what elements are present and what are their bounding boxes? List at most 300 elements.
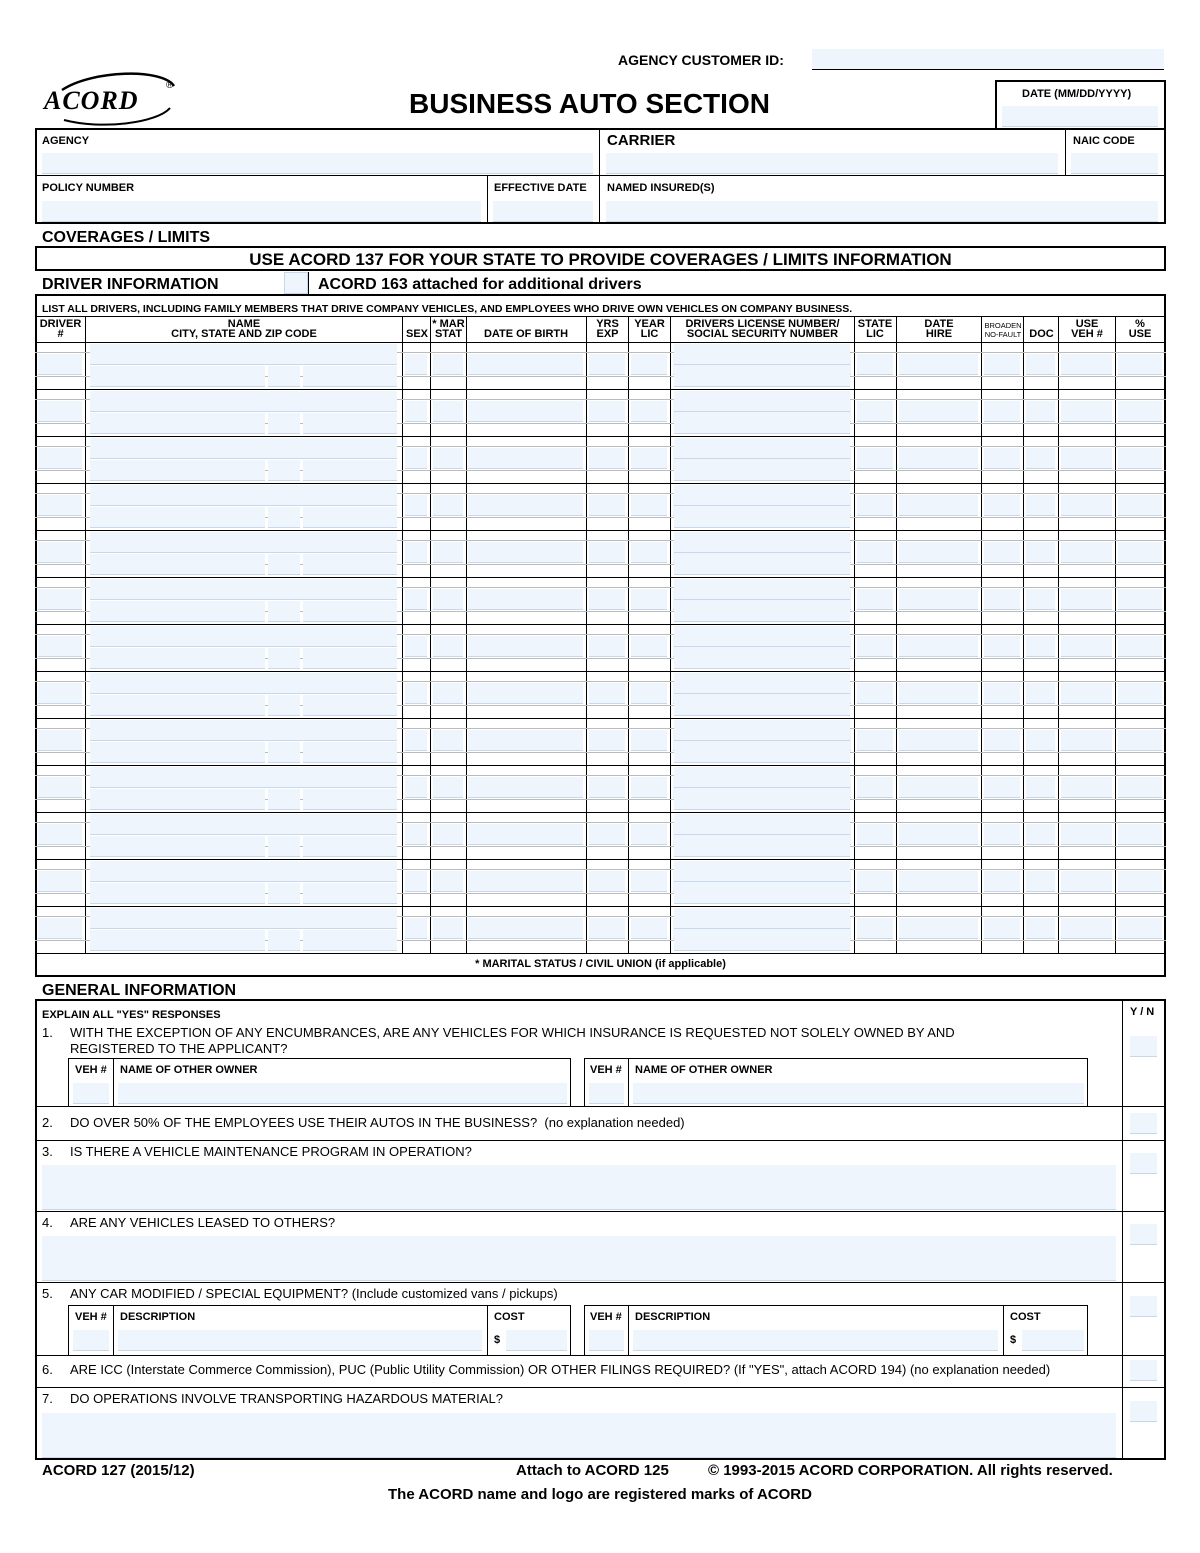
acord-163-checkbox[interactable] bbox=[284, 272, 308, 294]
driver-city-field[interactable] bbox=[90, 930, 265, 951]
driver-cell-field[interactable] bbox=[405, 871, 427, 892]
carrier-field[interactable] bbox=[606, 153, 1058, 174]
col-ssn: SOCIAL SECURITY NUMBER bbox=[686, 328, 839, 340]
driver-cell-field[interactable] bbox=[468, 824, 583, 845]
driver-cell-field[interactable] bbox=[433, 354, 463, 375]
driver-state-field[interactable] bbox=[268, 366, 300, 387]
driver-license-field[interactable] bbox=[674, 908, 850, 929]
driver-cell-field[interactable] bbox=[38, 871, 82, 892]
col-year: YEAR bbox=[634, 318, 665, 330]
driver-cell-field[interactable] bbox=[38, 495, 82, 516]
driver-ssn-field[interactable] bbox=[674, 930, 850, 951]
col-driver: DRIVER bbox=[39, 318, 82, 330]
driver-state-field[interactable] bbox=[268, 930, 300, 951]
driver-cell-field[interactable] bbox=[631, 448, 667, 469]
driver-cell-field[interactable] bbox=[1118, 918, 1162, 939]
driver-cell-field[interactable] bbox=[468, 683, 583, 704]
driver-cell-field[interactable] bbox=[1026, 683, 1055, 704]
date-field[interactable] bbox=[1002, 106, 1158, 127]
driver-cell-field[interactable] bbox=[1026, 589, 1055, 610]
driver-name-field[interactable] bbox=[90, 391, 397, 412]
acord-logo bbox=[42, 68, 182, 128]
driver-cell-field[interactable] bbox=[1061, 401, 1112, 422]
driver-cell-field[interactable] bbox=[631, 542, 667, 563]
driver-cell-field[interactable] bbox=[1118, 871, 1162, 892]
col-mar: * MAR bbox=[432, 318, 465, 330]
driver-name-field[interactable] bbox=[90, 720, 397, 741]
driver-cell-field[interactable] bbox=[405, 824, 427, 845]
col-name: NAME bbox=[227, 318, 261, 330]
driver-city-field[interactable] bbox=[90, 695, 265, 716]
driver-cell-field[interactable] bbox=[38, 636, 82, 657]
trademark-note: The ACORD name and logo are registered marks of ACORD bbox=[388, 1486, 812, 1503]
driver-ssn-field[interactable] bbox=[674, 413, 850, 434]
q6-yn-field[interactable] bbox=[1130, 1360, 1157, 1381]
driver-cell-field[interactable] bbox=[433, 589, 463, 610]
driver-city-field[interactable] bbox=[90, 836, 265, 857]
driver-cell-field[interactable] bbox=[589, 871, 625, 892]
driver-name-field[interactable] bbox=[90, 673, 397, 694]
driver-cell-field[interactable] bbox=[589, 730, 625, 751]
driver-cell-field[interactable] bbox=[899, 401, 978, 422]
driver-cell-field[interactable] bbox=[857, 589, 893, 610]
driver-cell-field[interactable] bbox=[589, 636, 625, 657]
driver-cell-field[interactable] bbox=[1061, 918, 1112, 939]
driver-ssn-field[interactable] bbox=[674, 601, 850, 622]
q4-text: ARE ANY VEHICLES LEASED TO OTHERS? bbox=[70, 1215, 336, 1230]
q5-veh-field-right[interactable] bbox=[589, 1330, 624, 1351]
driver-cell-field[interactable] bbox=[631, 871, 667, 892]
driver-cell-field[interactable] bbox=[1118, 448, 1162, 469]
driver-cell-field[interactable] bbox=[631, 401, 667, 422]
col-dob: DATE OF BIRTH bbox=[483, 328, 569, 340]
row-divider bbox=[35, 812, 1166, 813]
driver-cell-field[interactable] bbox=[468, 589, 583, 610]
driver-cell-field[interactable] bbox=[1118, 542, 1162, 563]
driver-cell-field[interactable] bbox=[857, 683, 893, 704]
driver-state-field[interactable] bbox=[268, 695, 300, 716]
row-divider bbox=[35, 389, 1166, 390]
driver-state-field[interactable] bbox=[268, 460, 300, 481]
driver-cell-field[interactable] bbox=[405, 589, 427, 610]
driver-ssn-field[interactable] bbox=[674, 883, 850, 904]
q1-yn-field[interactable] bbox=[1130, 1036, 1157, 1057]
driver-state-field[interactable] bbox=[268, 648, 300, 669]
driver-cell-field[interactable] bbox=[1118, 401, 1162, 422]
col-yrs: YRS bbox=[596, 318, 619, 330]
q5-veh-field-left[interactable] bbox=[73, 1330, 109, 1351]
driver-cell-field[interactable] bbox=[1026, 542, 1055, 563]
agency-field[interactable] bbox=[42, 153, 593, 174]
driver-cell-field[interactable] bbox=[1061, 542, 1112, 563]
driver-city-field[interactable] bbox=[90, 366, 265, 387]
q5-veh-label-right: VEH # bbox=[590, 1311, 622, 1323]
driver-city-field[interactable] bbox=[90, 742, 265, 763]
driver-cell-field[interactable] bbox=[1026, 401, 1055, 422]
q3-explanation-field[interactable] bbox=[42, 1165, 1116, 1210]
driver-cell-field[interactable] bbox=[631, 683, 667, 704]
driver-ssn-field[interactable] bbox=[674, 695, 850, 716]
driver-cell-field[interactable] bbox=[433, 871, 463, 892]
q1-veh-field-left[interactable] bbox=[73, 1083, 109, 1104]
driver-ssn-field[interactable] bbox=[674, 460, 850, 481]
driver-state-field[interactable] bbox=[268, 883, 300, 904]
driver-cell-field[interactable] bbox=[1026, 824, 1055, 845]
driver-cell-field[interactable] bbox=[984, 918, 1020, 939]
driver-cell-field[interactable] bbox=[433, 448, 463, 469]
form-id: ACORD 127 (2015/12) bbox=[42, 1462, 195, 1479]
driver-cell-field[interactable] bbox=[1026, 871, 1055, 892]
driver-cell-field[interactable] bbox=[899, 542, 978, 563]
driver-cell-field[interactable] bbox=[631, 824, 667, 845]
col-veh: VEH # bbox=[1071, 328, 1103, 340]
driver-cell-field[interactable] bbox=[589, 495, 625, 516]
driver-zip-field[interactable] bbox=[303, 554, 397, 575]
driver-name-field[interactable] bbox=[90, 814, 397, 835]
driver-name-field[interactable] bbox=[90, 344, 397, 365]
driver-cell-field[interactable] bbox=[589, 448, 625, 469]
driver-cell-field[interactable] bbox=[1118, 730, 1162, 751]
q5-desc-label-right: DESCRIPTION bbox=[635, 1311, 711, 1323]
row-divider bbox=[35, 671, 1166, 672]
row-divider bbox=[35, 765, 1166, 766]
driver-zip-field[interactable] bbox=[303, 742, 397, 763]
driver-cell-field[interactable] bbox=[631, 354, 667, 375]
driver-ssn-field[interactable] bbox=[674, 742, 850, 763]
driver-name-field[interactable] bbox=[90, 861, 397, 882]
q1-owner-field-left[interactable] bbox=[118, 1083, 567, 1104]
naic-field[interactable] bbox=[1071, 153, 1158, 174]
driver-cell-field[interactable] bbox=[899, 589, 978, 610]
driver-cell-field[interactable] bbox=[984, 495, 1020, 516]
driver-zip-field[interactable] bbox=[303, 883, 397, 904]
driver-license-field[interactable] bbox=[674, 720, 850, 741]
row-divider bbox=[35, 718, 1166, 719]
driver-cell-field[interactable] bbox=[1061, 495, 1112, 516]
driver-license-field[interactable] bbox=[674, 485, 850, 506]
driver-cell-field[interactable] bbox=[1118, 589, 1162, 610]
driver-license-field[interactable] bbox=[674, 344, 850, 365]
driver-cell-field[interactable] bbox=[1118, 683, 1162, 704]
driver-zip-field[interactable] bbox=[303, 695, 397, 716]
q5-cost-field-right[interactable] bbox=[1022, 1330, 1084, 1351]
driver-cell-field[interactable] bbox=[38, 777, 82, 798]
driver-cell-field[interactable] bbox=[589, 824, 625, 845]
driver-state-field[interactable] bbox=[268, 413, 300, 434]
driver-cell-field[interactable] bbox=[857, 448, 893, 469]
driver-cell-field[interactable] bbox=[38, 354, 82, 375]
q4-yn-field[interactable] bbox=[1130, 1224, 1157, 1245]
driver-zip-field[interactable] bbox=[303, 601, 397, 622]
col-nofault: NO-FAULT bbox=[984, 330, 1022, 339]
driver-cell-field[interactable] bbox=[405, 636, 427, 657]
driver-cell-field[interactable] bbox=[405, 918, 427, 939]
driver-state-field[interactable] bbox=[268, 554, 300, 575]
driver-name-field[interactable] bbox=[90, 767, 397, 788]
q3-yn-field[interactable] bbox=[1130, 1153, 1157, 1174]
driver-license-field[interactable] bbox=[674, 626, 850, 647]
driver-cell-field[interactable] bbox=[38, 448, 82, 469]
driver-cell-field[interactable] bbox=[1026, 777, 1055, 798]
driver-cell-field[interactable] bbox=[857, 354, 893, 375]
driver-cell-field[interactable] bbox=[468, 871, 583, 892]
q4-number: 4. bbox=[42, 1215, 53, 1230]
driver-cell-field[interactable] bbox=[857, 730, 893, 751]
driver-cell-field[interactable] bbox=[984, 448, 1020, 469]
driver-zip-field[interactable] bbox=[303, 648, 397, 669]
col-use: USE bbox=[1075, 318, 1099, 330]
driver-license-field[interactable] bbox=[674, 814, 850, 835]
driver-zip-field[interactable] bbox=[303, 789, 397, 810]
driver-cell-field[interactable] bbox=[468, 730, 583, 751]
driver-cell-field[interactable] bbox=[589, 401, 625, 422]
q1-text-line2: REGISTERED TO THE APPLICANT? bbox=[70, 1041, 288, 1056]
driver-cell-field[interactable] bbox=[1026, 448, 1055, 469]
q1-veh-label-left: VEH # bbox=[75, 1064, 107, 1076]
driver-cell-field[interactable] bbox=[38, 401, 82, 422]
driver-cell-field[interactable] bbox=[433, 636, 463, 657]
driver-license-field[interactable] bbox=[674, 861, 850, 882]
driver-ssn-field[interactable] bbox=[674, 836, 850, 857]
driver-cell-field[interactable] bbox=[1118, 495, 1162, 516]
driver-cell-field[interactable] bbox=[857, 871, 893, 892]
driver-cell-field[interactable] bbox=[433, 824, 463, 845]
driver-cell-field[interactable] bbox=[589, 683, 625, 704]
driver-city-field[interactable] bbox=[90, 460, 265, 481]
driver-ssn-field[interactable] bbox=[674, 789, 850, 810]
driver-cell-field[interactable] bbox=[1118, 824, 1162, 845]
driver-cell-field[interactable] bbox=[38, 730, 82, 751]
driver-cell-field[interactable] bbox=[433, 401, 463, 422]
q7-yn-field[interactable] bbox=[1130, 1401, 1157, 1422]
q7-explanation-field[interactable] bbox=[42, 1413, 1116, 1458]
driver-cell-field[interactable] bbox=[1118, 354, 1162, 375]
driver-cell-field[interactable] bbox=[1026, 730, 1055, 751]
driver-city-field[interactable] bbox=[90, 413, 265, 434]
driver-license-field[interactable] bbox=[674, 438, 850, 459]
driver-zip-field[interactable] bbox=[303, 366, 397, 387]
driver-name-field[interactable] bbox=[90, 579, 397, 600]
driver-cell-field[interactable] bbox=[433, 918, 463, 939]
driver-cell-field[interactable] bbox=[38, 542, 82, 563]
driver-cell-field[interactable] bbox=[1061, 871, 1112, 892]
driver-zip-field[interactable] bbox=[303, 460, 397, 481]
policy-number-label: POLICY NUMBER bbox=[42, 182, 135, 194]
q1-veh-label-right: VEH # bbox=[590, 1064, 622, 1076]
q1-owner-field-right[interactable] bbox=[633, 1083, 1084, 1104]
driver-zip-field[interactable] bbox=[303, 930, 397, 951]
driver-cell-field[interactable] bbox=[631, 495, 667, 516]
driver-cell-field[interactable] bbox=[984, 636, 1020, 657]
q5-desc-field-right[interactable] bbox=[633, 1330, 998, 1351]
driver-cell-field[interactable] bbox=[899, 730, 978, 751]
driver-cell-field[interactable] bbox=[899, 918, 978, 939]
driver-cell-field[interactable] bbox=[1118, 636, 1162, 657]
driver-ssn-field[interactable] bbox=[674, 648, 850, 669]
driver-cell-field[interactable] bbox=[857, 636, 893, 657]
q2-yn-field[interactable] bbox=[1130, 1113, 1157, 1134]
driver-cell-field[interactable] bbox=[589, 354, 625, 375]
driver-cell-field[interactable] bbox=[589, 777, 625, 798]
driver-cell-field[interactable] bbox=[1061, 777, 1112, 798]
driver-zip-field[interactable] bbox=[303, 836, 397, 857]
driver-cell-field[interactable] bbox=[857, 401, 893, 422]
col-date: DATE bbox=[924, 318, 954, 330]
driver-cell-field[interactable] bbox=[1026, 636, 1055, 657]
q5-cost-field-left[interactable] bbox=[506, 1330, 567, 1351]
driver-cell-field[interactable] bbox=[589, 542, 625, 563]
driver-cell-field[interactable] bbox=[899, 683, 978, 704]
driver-city-field[interactable] bbox=[90, 648, 265, 669]
driver-state-field[interactable] bbox=[268, 507, 300, 528]
driver-cell-field[interactable] bbox=[631, 730, 667, 751]
driver-cell-field[interactable] bbox=[899, 448, 978, 469]
q4-explanation-field[interactable] bbox=[42, 1236, 1116, 1281]
driver-cell-field[interactable] bbox=[468, 495, 583, 516]
driver-cell-field[interactable] bbox=[857, 495, 893, 516]
driver-cell-field[interactable] bbox=[899, 824, 978, 845]
driver-cell-field[interactable] bbox=[405, 730, 427, 751]
driver-cell-field[interactable] bbox=[984, 589, 1020, 610]
driver-cell-field[interactable] bbox=[433, 683, 463, 704]
driver-state-field[interactable] bbox=[268, 789, 300, 810]
driver-cell-field[interactable] bbox=[468, 542, 583, 563]
driver-cell-field[interactable] bbox=[899, 354, 978, 375]
driver-cell-field[interactable] bbox=[984, 401, 1020, 422]
driver-city-field[interactable] bbox=[90, 789, 265, 810]
q3-number: 3. bbox=[42, 1144, 53, 1159]
driver-zip-field[interactable] bbox=[303, 413, 397, 434]
driver-cell-field[interactable] bbox=[468, 354, 583, 375]
driver-cell-field[interactable] bbox=[984, 542, 1020, 563]
driver-ssn-field[interactable] bbox=[674, 507, 850, 528]
driver-zip-field[interactable] bbox=[303, 507, 397, 528]
driver-name-field[interactable] bbox=[90, 438, 397, 459]
driver-cell-field[interactable] bbox=[405, 354, 427, 375]
driver-cell-field[interactable] bbox=[433, 777, 463, 798]
q5-yn-field[interactable] bbox=[1130, 1296, 1157, 1317]
driver-cell-field[interactable] bbox=[984, 777, 1020, 798]
driver-cell-field[interactable] bbox=[38, 824, 82, 845]
driver-cell-field[interactable] bbox=[1061, 354, 1112, 375]
driver-city-field[interactable] bbox=[90, 883, 265, 904]
col-exp: EXP bbox=[596, 328, 619, 340]
driver-cell-field[interactable] bbox=[631, 918, 667, 939]
attach-note: Attach to ACORD 125 bbox=[516, 1462, 669, 1479]
driver-ssn-field[interactable] bbox=[674, 366, 850, 387]
customer-id-field[interactable] bbox=[812, 49, 1164, 70]
driver-cell-field[interactable] bbox=[405, 401, 427, 422]
driver-cell-field[interactable] bbox=[1026, 495, 1055, 516]
driver-state-field[interactable] bbox=[268, 836, 300, 857]
driver-cell-field[interactable] bbox=[1118, 777, 1162, 798]
driver-cell-field[interactable] bbox=[857, 777, 893, 798]
driver-cell-field[interactable] bbox=[468, 777, 583, 798]
driver-cell-field[interactable] bbox=[405, 448, 427, 469]
driver-cell-field[interactable] bbox=[589, 589, 625, 610]
q7-text: DO OPERATIONS INVOLVE TRANSPORTING HAZARDOUS MATERIAL? bbox=[70, 1391, 503, 1406]
driver-cell-field[interactable] bbox=[468, 448, 583, 469]
driver-license-field[interactable] bbox=[674, 532, 850, 553]
driver-cell-field[interactable] bbox=[899, 495, 978, 516]
driver-cell-field[interactable] bbox=[38, 918, 82, 939]
driver-cell-field[interactable] bbox=[631, 777, 667, 798]
driver-name-field[interactable] bbox=[90, 532, 397, 553]
policy-number-field[interactable] bbox=[42, 201, 481, 222]
driver-cell-field[interactable] bbox=[405, 495, 427, 516]
driver-cell-field[interactable] bbox=[631, 636, 667, 657]
q5-cost-label-right: COST bbox=[1010, 1311, 1041, 1323]
driver-name-field[interactable] bbox=[90, 485, 397, 506]
driver-cell-field[interactable] bbox=[857, 542, 893, 563]
effective-date-field[interactable] bbox=[493, 201, 593, 222]
driver-cell-field[interactable] bbox=[1026, 918, 1055, 939]
driver-name-field[interactable] bbox=[90, 908, 397, 929]
driver-cell-field[interactable] bbox=[899, 777, 978, 798]
driver-cell-field[interactable] bbox=[1061, 589, 1112, 610]
col-pct-use: USE bbox=[1128, 328, 1152, 340]
driver-cell-field[interactable] bbox=[433, 542, 463, 563]
driver-license-field[interactable] bbox=[674, 673, 850, 694]
driver-cell-field[interactable] bbox=[984, 730, 1020, 751]
q5-desc-field-left[interactable] bbox=[118, 1330, 482, 1351]
driver-cell-field[interactable] bbox=[468, 636, 583, 657]
driver-state-field[interactable] bbox=[268, 742, 300, 763]
q5-number: 5. bbox=[42, 1286, 53, 1301]
driver-cell-field[interactable] bbox=[984, 683, 1020, 704]
driver-cell-field[interactable] bbox=[433, 730, 463, 751]
q1-veh-field-right[interactable] bbox=[589, 1083, 624, 1104]
driver-cell-field[interactable] bbox=[38, 683, 82, 704]
driver-cell-field[interactable] bbox=[899, 871, 978, 892]
driver-cell-field[interactable] bbox=[857, 918, 893, 939]
driver-cell-field[interactable] bbox=[405, 777, 427, 798]
driver-cell-field[interactable] bbox=[1061, 824, 1112, 845]
driver-city-field[interactable] bbox=[90, 601, 265, 622]
driver-cell-field[interactable] bbox=[1026, 354, 1055, 375]
driver-name-field[interactable] bbox=[90, 626, 397, 647]
q2-question: DO OVER 50% OF THE EMPLOYEES USE THEIR AUTOS IN THE BUSINESS? bbox=[70, 1115, 538, 1130]
driver-cell-field[interactable] bbox=[857, 824, 893, 845]
driver-cell-field[interactable] bbox=[984, 871, 1020, 892]
named-insured-field[interactable] bbox=[606, 201, 1158, 222]
driver-cell-field[interactable] bbox=[631, 589, 667, 610]
q1-text-line1: WITH THE EXCEPTION OF ANY ENCUMBRANCES, ARE ANY VEHICLES FOR WHICH INSURANCE IS REQUESTED NOT SOLELY OWNED BY AND bbox=[70, 1025, 955, 1040]
q3-text: IS THERE A VEHICLE MAINTENANCE PROGRAM IN OPERATION? bbox=[70, 1144, 472, 1159]
driver-city-field[interactable] bbox=[90, 554, 265, 575]
driver-cell-field[interactable] bbox=[405, 542, 427, 563]
driver-cell-field[interactable] bbox=[468, 918, 583, 939]
driver-cell-field[interactable] bbox=[984, 824, 1020, 845]
driver-license-field[interactable] bbox=[674, 767, 850, 788]
driver-cell-field[interactable] bbox=[1061, 683, 1112, 704]
driver-city-field[interactable] bbox=[90, 507, 265, 528]
driver-license-field[interactable] bbox=[674, 391, 850, 412]
driver-cell-field[interactable] bbox=[405, 683, 427, 704]
driver-cell-field[interactable] bbox=[1061, 730, 1112, 751]
driver-cell-field[interactable] bbox=[1061, 448, 1112, 469]
driver-cell-field[interactable] bbox=[589, 918, 625, 939]
driver-ssn-field[interactable] bbox=[674, 554, 850, 575]
driver-cell-field[interactable] bbox=[899, 636, 978, 657]
driver-cell-field[interactable] bbox=[1061, 636, 1112, 657]
driver-cell-field[interactable] bbox=[468, 401, 583, 422]
driver-cell-field[interactable] bbox=[38, 589, 82, 610]
driver-state-field[interactable] bbox=[268, 601, 300, 622]
driver-license-field[interactable] bbox=[674, 579, 850, 600]
driver-cell-field[interactable] bbox=[433, 495, 463, 516]
driver-cell-field[interactable] bbox=[984, 354, 1020, 375]
